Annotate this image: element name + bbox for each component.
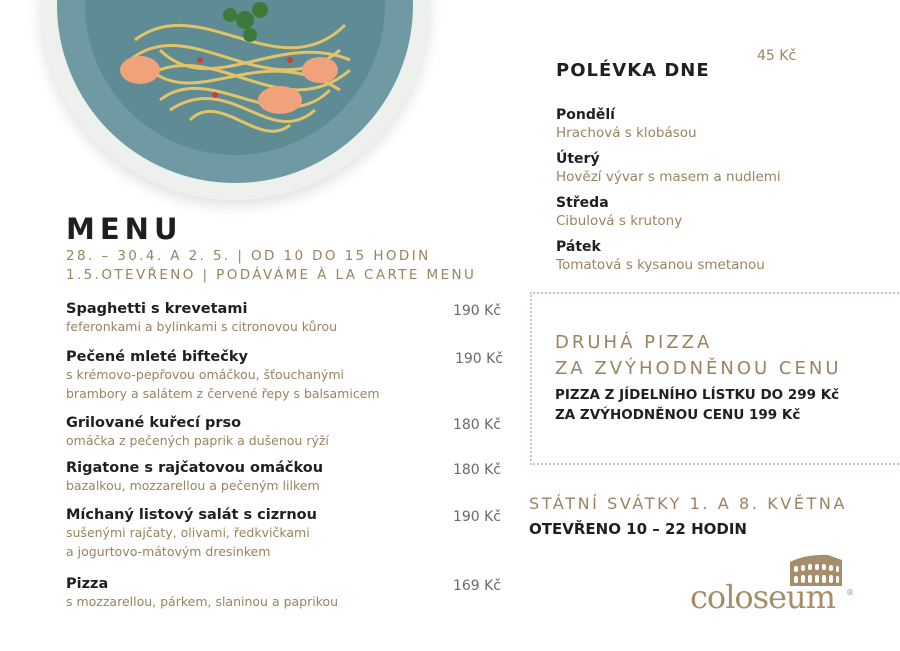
dish-description: brambory a salátem z červené řepy s balsamicem (66, 386, 380, 401)
dish-description: s krémovo-pepřovou omáčkou, šťouchanými (66, 367, 344, 382)
dish-price: 190 Kč (454, 351, 503, 367)
promo-detail: PIZZA Z JÍDELNÍHO LÍSTKU DO 299 Kč (555, 387, 840, 403)
soup-title: POLÉVKA DNE (556, 60, 710, 81)
dish-price: 190 Kč (452, 303, 501, 319)
soup-day (556, 238, 765, 274)
dish-name: Pizza (66, 576, 109, 592)
coloseum-logo (690, 552, 860, 622)
dish-description: sušenými rajčaty, olivami, ředkvičkami (66, 525, 310, 540)
menu-date-line: 28. – 30.4. A 2. 5. | OD 10 DO 15 HODIN (66, 248, 431, 264)
dish-price: 180 Kč (452, 417, 501, 433)
pasta-illustration (40, 0, 430, 200)
dish-description: bazalkou, mozzarellou a pečeným lilkem (66, 478, 320, 493)
day-soup: Hrachová s klobásou (556, 125, 697, 141)
promo-headline: DRUHÁ PIZZA (555, 332, 713, 353)
soup-day (556, 194, 682, 230)
holiday-hours: OTEVŘENO 10 – 22 HODIN (529, 520, 747, 538)
dish-item (66, 507, 506, 561)
day-soup: Tomatová s kysanou smetanou (556, 257, 765, 273)
dish-name: Rigatone s rajčatovou omáčkou (66, 460, 324, 476)
day-soup: Hovězí vývar s masem a nudlemi (556, 169, 781, 185)
dish-item (66, 415, 506, 450)
dish-price: 190 Kč (452, 509, 501, 525)
dish-name: Pečené mleté biftečky (66, 349, 248, 365)
dish-item (66, 301, 506, 336)
logo-text: coloseum (690, 578, 835, 616)
dish-description: s mozzarellou, párkem, slaninou a paprikou (66, 594, 339, 609)
day-name: Pátek (556, 239, 601, 255)
spaghetti-plate-image (40, 0, 430, 200)
dish-name: Míchaný listový salát s cizrnou (66, 507, 317, 523)
menu-info-line: 1.5.OTEVŘENO | PODÁVÁME À LA CARTE MENU (66, 267, 477, 283)
dish-description: a jogurtovo-mátovým dresinkem (66, 544, 271, 559)
dish-price: 169 Kč (452, 578, 501, 594)
day-name: Úterý (556, 151, 600, 167)
soup-day (556, 150, 781, 186)
soup-price: 45 Kč (757, 48, 797, 64)
holiday-title: STÁTNÍ SVÁTKY 1. A 8. KVĚTNA (529, 494, 848, 513)
day-name: Středa (556, 195, 609, 211)
day-soup: Cibulová s krutony (556, 213, 683, 229)
dish-description: omáčka z pečených paprik a dušenou rýží (66, 433, 329, 448)
registered-mark: ® (846, 588, 854, 597)
soup-day (556, 106, 697, 142)
dish-name: Grilované kuřecí prso (66, 415, 242, 431)
dish-description: feferonkami a bylinkami s citronovou kůrou (66, 319, 338, 334)
promo-detail-price: ZA ZVÝHODNĚNOU CENU 199 Kč (555, 407, 801, 423)
dish-item (66, 576, 506, 611)
dish-item (66, 349, 506, 403)
menu-title: MENU (66, 212, 183, 246)
dish-name: Spaghetti s krevetami (66, 301, 248, 317)
dish-item (66, 460, 506, 495)
day-name: Pondělí (556, 107, 615, 123)
promo-headline-2: ZA ZVÝHODNĚNOU CENU (555, 358, 842, 379)
dish-price: 180 Kč (452, 462, 501, 478)
